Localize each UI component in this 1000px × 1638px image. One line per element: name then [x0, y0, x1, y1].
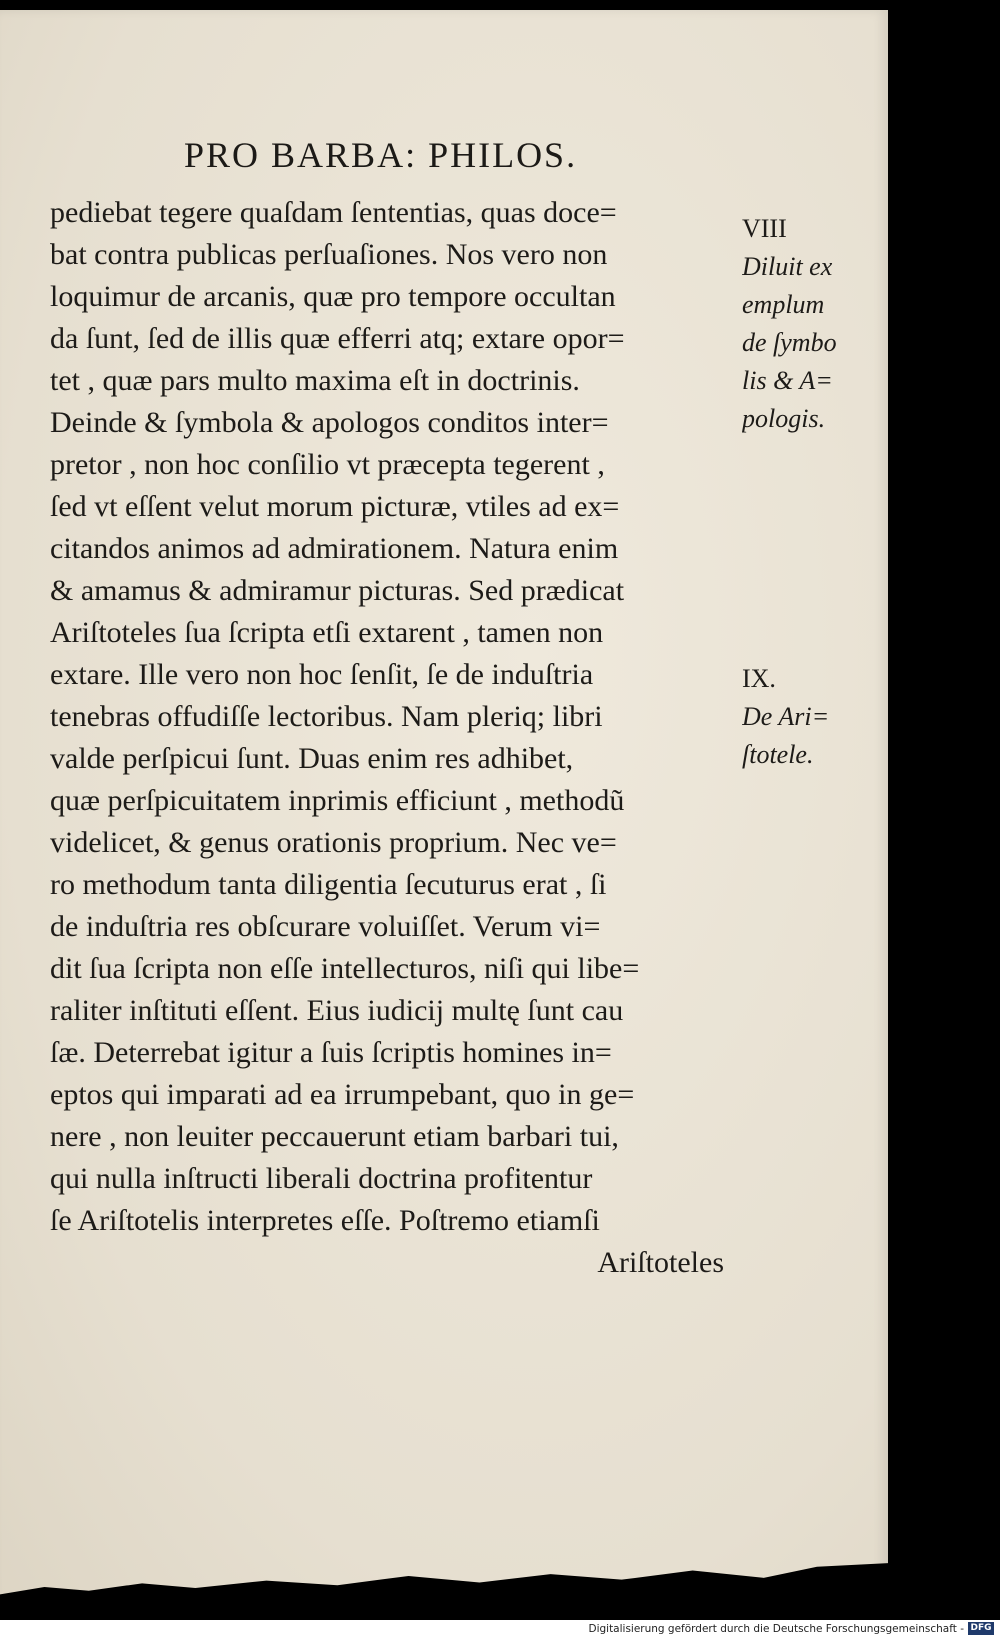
margin-note-number: IX. [742, 664, 776, 693]
text-line: & amamus & admiramur picturas. Sed prædicat [50, 574, 625, 607]
body-text [50, 192, 730, 1284]
text-line: da ſunt, ſed de illis quæ efferri atq; extare opor= [50, 322, 625, 355]
margin-note-line: de ſymbo [742, 328, 837, 357]
margin-note-ix [742, 660, 862, 774]
text-line: pediebat tegere quaſdam ſententias, quas doce= [50, 196, 617, 229]
torn-page-edge [0, 1530, 888, 1622]
text-line: pretor , non hoc conſilio vt præcepta tegerent , [50, 448, 605, 481]
running-header: PRO BARBA: PHILOS. [184, 135, 578, 175]
text-line: ſe Ariſtotelis interpretes eſſe. Poſtremo etiamſi [50, 1204, 600, 1237]
margin-note-viii [742, 210, 862, 438]
margin-note-line: lis & A= [742, 366, 833, 395]
margin-note-line: Diluit ex [742, 252, 833, 281]
text-line: videlicet, & genus orationis proprium. Nec ve= [50, 826, 617, 859]
text-line: de induſtria res obſcurare voluiſſet. Verum vi= [50, 910, 601, 943]
margin-note-line: De Ari= [742, 702, 830, 731]
text-line: bat contra publicas perſuaſiones. Nos vero non [50, 238, 608, 271]
text-line: qui nulla inſtructi liberali doctrina profitentur [50, 1162, 593, 1195]
text-line: ſæ. Deterrebat igitur a ſuis ſcriptis homines in= [50, 1036, 612, 1069]
text-line: nere , non leuiter peccauerunt etiam barbari tui, [50, 1120, 619, 1153]
text-line: tenebras offudiſſe lectoribus. Nam pleriq; libri [50, 700, 603, 733]
text-line: Deinde & ſymbola & apologos conditos inter= [50, 406, 609, 439]
text-line: loquimur de arcanis, quæ pro tempore occultan [50, 280, 616, 313]
margin-note-line: emplum [742, 290, 825, 319]
text-line: eptos qui imparati ad ea irrumpebant, quo in ge= [50, 1078, 635, 1111]
text-line: raliter inſtituti eſſent. Eius iudicij multę ſunt cau [50, 994, 624, 1027]
footer-credit: Digitalisierung gefördert durch die Deutsche Forschungsgemeinschaft - [588, 1623, 964, 1635]
text-line: quæ perſpicuitatem inprimis efficiunt , methodũ [50, 784, 625, 817]
catchword: Ariſtoteles [597, 1246, 724, 1279]
text-line: ſed vt eſſent velut morum picturæ, vtiles ad ex= [50, 490, 620, 523]
margin-note-line: ſtotele. [742, 740, 814, 769]
text-line: citandos animos ad admirationem. Natura enim [50, 532, 619, 565]
margin-note-line: pologis. [742, 404, 826, 433]
text-line: dit ſua ſcripta non eſſe intellecturos, niſi qui libe= [50, 952, 640, 985]
text-line: ro methodum tanta diligentia ſecuturus erat , ſi [50, 868, 607, 901]
dfg-logo-icon: DFG [968, 1622, 994, 1635]
text-line: tet , quæ pars multo maxima eſt in doctrinis. [50, 364, 580, 397]
margin-note-number: VIII [742, 214, 787, 243]
book-page [0, 10, 888, 1612]
text-line: Ariſtoteles ſua ſcripta etſi extarent , tamen non [50, 616, 604, 649]
text-line: extare. Ille vero non hoc ſenſit, ſe de induſtria [50, 658, 594, 691]
text-line: valde perſpicui ſunt. Duas enim res adhibet, [50, 742, 574, 775]
